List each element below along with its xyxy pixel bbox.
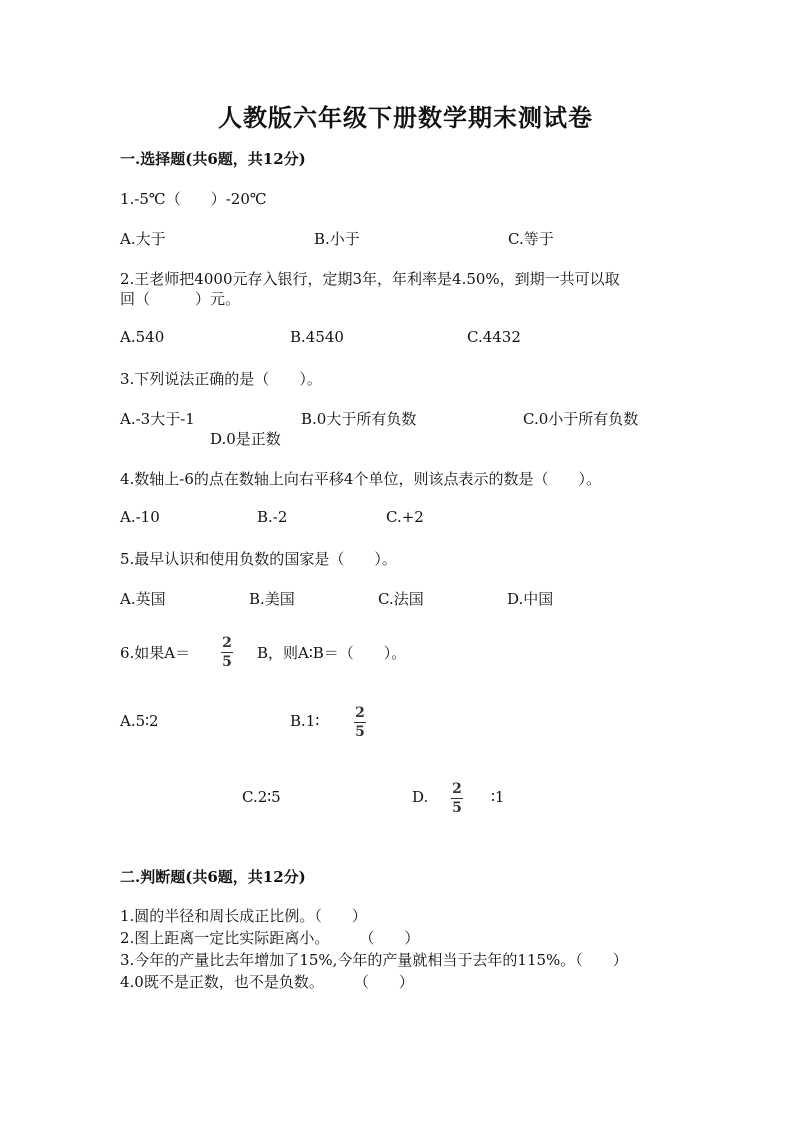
q6-option-d-fraction bbox=[451, 782, 463, 815]
fraction-numerator: 2 bbox=[452, 781, 462, 797]
q2-option-c: C.4432 bbox=[467, 328, 521, 346]
page-title: 人教版六年级下册数学期末测试卷 bbox=[218, 103, 593, 132]
q6-option-c: C.2∶5 bbox=[242, 788, 281, 806]
q3-option-b: B.0大于所有负数 bbox=[301, 410, 417, 428]
judgement-item-1: 1.圆的半径和周长成正比例。（ ） bbox=[120, 907, 367, 925]
q1-option-b: B.小于 bbox=[314, 230, 360, 248]
q3-option-a: A.-3大于-1 bbox=[120, 410, 195, 428]
section-heading-judgement: 二.判断题(共6题，共12分) bbox=[120, 868, 306, 886]
fraction-denominator: 5 bbox=[355, 724, 365, 740]
q2-option-b: B.4540 bbox=[290, 328, 344, 346]
judgement-item-4: 4.0既不是正数，也不是负数。 （ ） bbox=[120, 973, 414, 991]
question-1: 1.-5℃（ ）-20℃ bbox=[120, 190, 267, 208]
q4-option-b: B.-2 bbox=[257, 508, 288, 526]
q6-option-d-suffix: ∶1 bbox=[491, 788, 505, 806]
question-6-part-2: B，则A∶B＝（ ）。 bbox=[257, 644, 407, 662]
fraction-denominator: 5 bbox=[452, 800, 462, 816]
section-heading-choice: 一.选择题(共6题，共12分) bbox=[120, 150, 306, 168]
q3-option-c: C.0小于所有负数 bbox=[523, 410, 639, 428]
q5-option-d: D.中国 bbox=[507, 590, 554, 608]
judgement-item-3: 3.今年的产量比去年增加了15%,今年的产量就相当于去年的115%。（ ） bbox=[120, 951, 628, 969]
q6-option-b: B.1∶ bbox=[290, 712, 320, 730]
q4-option-c: C.+2 bbox=[386, 508, 424, 526]
q5-option-b: B.美国 bbox=[249, 590, 295, 608]
judgement-item-2: 2.图上距离一定比实际距离小。 （ ） bbox=[120, 929, 420, 947]
question-2-line-1: 2.王老师把4000元存入银行，定期3年，年利率是4.50%，到期一共可以取 bbox=[120, 270, 620, 288]
q1-option-a: A.大于 bbox=[120, 230, 166, 248]
q2-option-a: A.540 bbox=[120, 328, 165, 346]
question-6-part-1: 6.如果A＝ bbox=[120, 644, 191, 662]
fraction-numerator: 2 bbox=[222, 635, 232, 651]
q6-fraction bbox=[221, 636, 233, 669]
question-2-line-2: 回（ ）元。 bbox=[120, 290, 241, 308]
q6-option-d: D. bbox=[412, 788, 429, 806]
q1-option-c: C.等于 bbox=[508, 230, 554, 248]
q4-option-a: A.-10 bbox=[120, 508, 160, 526]
q5-option-c: C.法国 bbox=[378, 590, 424, 608]
q6-option-b-fraction bbox=[354, 706, 366, 739]
q6-option-a: A.5∶2 bbox=[120, 712, 159, 730]
fraction-numerator: 2 bbox=[355, 705, 365, 721]
q5-option-a: A.英国 bbox=[120, 590, 166, 608]
q3-option-d: D.0是正数 bbox=[210, 430, 281, 448]
question-5: 5.最早认识和使用负数的国家是（ ）。 bbox=[120, 550, 397, 568]
question-3: 3.下列说法正确的是（ ）。 bbox=[120, 370, 322, 388]
fraction-denominator: 5 bbox=[222, 654, 232, 670]
question-4: 4.数轴上-6的点在数轴上向右平移4个单位，则该点表示的数是（ ）。 bbox=[120, 470, 601, 488]
